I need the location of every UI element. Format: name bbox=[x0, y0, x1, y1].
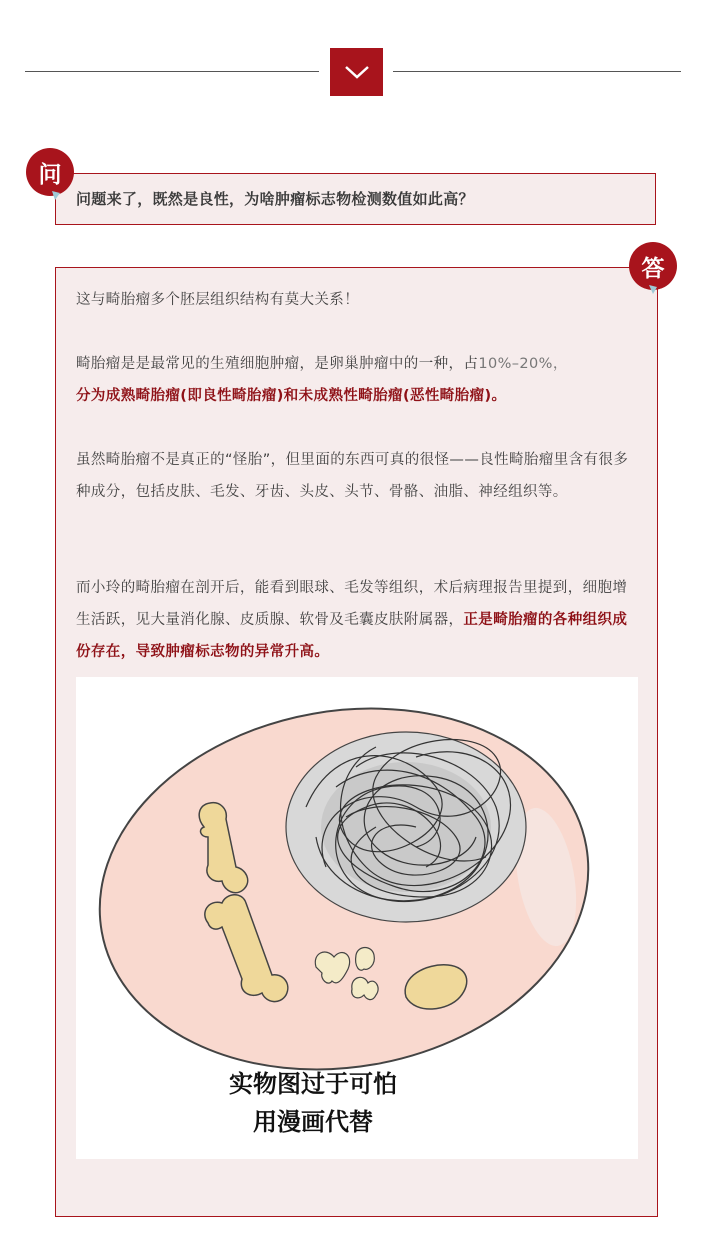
illustration-caption-line2: 用漫画代替 bbox=[253, 1108, 373, 1136]
divider-line-left bbox=[25, 71, 319, 72]
answer-badge: 答 bbox=[629, 242, 677, 290]
answer-paragraph-3: 虽然畸胎瘤不是真正的“怪胎”，但里面的东西可真的很怪——良性畸胎瘤里含有很多种成分，包括皮肤、毛发、牙齿、头皮、头节、骨骼、油脂、神经组织等。 bbox=[76, 452, 629, 500]
answer-p2-highlight: 分为成熟畸胎瘤(即良性畸胎瘤)和未成熟性畸胎瘤(恶性畸胎瘤)。 bbox=[76, 388, 507, 404]
question-badge: 问 bbox=[26, 148, 74, 196]
chevron-down-icon bbox=[344, 64, 370, 80]
hair-tangle bbox=[286, 732, 526, 922]
answer-box bbox=[55, 267, 658, 1217]
answer-p2-text: 畸胎瘤是是最常见的生殖细胞肿瘤，是卵巢肿瘤中的一种，占 bbox=[76, 356, 479, 372]
teratoma-illustration bbox=[76, 677, 638, 1159]
expand-button[interactable] bbox=[330, 48, 383, 96]
answer-paragraph-4 bbox=[76, 572, 638, 668]
answer-paragraph-1: 这与畸胎瘤多个胚层组织结构有莫大关系！ bbox=[76, 292, 360, 308]
illustration-caption-line1: 实物图过于可怕 bbox=[229, 1070, 397, 1098]
answer-badge-tail-icon bbox=[647, 285, 657, 295]
answer-paragraph-2 bbox=[76, 348, 638, 412]
question-text: 问题来了，既然是良性，为啥肿瘤标志物检测数值如此高？ bbox=[76, 190, 474, 208]
answer-p2-percent: 10%–20%， bbox=[478, 356, 568, 372]
answer-p4-text: 而小玲的畸胎瘤在剖开后，能看到眼球、毛发等组织，术后病理报告里提到，细胞增生活跃，见大量消化腺、皮质腺、软骨及毛囊皮肤附属器， bbox=[76, 580, 628, 628]
divider-line-right bbox=[393, 71, 681, 72]
question-badge-tail-icon bbox=[52, 191, 62, 201]
question-box bbox=[55, 173, 656, 225]
answer-p4-highlight: 正是畸胎瘤的各种组织成份存在，导致肿瘤标志物的异常升高。 bbox=[76, 612, 628, 660]
